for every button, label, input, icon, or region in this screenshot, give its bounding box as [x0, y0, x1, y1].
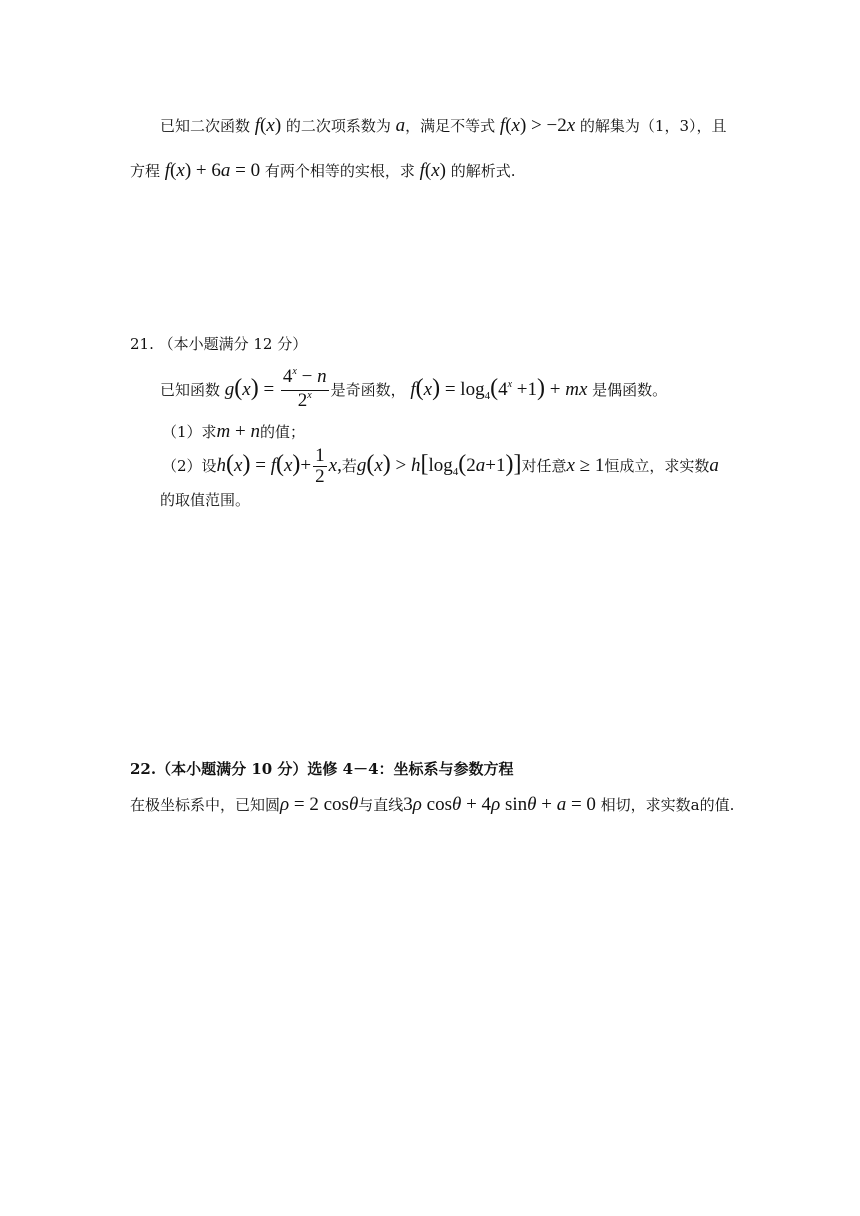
- q20-text: 方程: [130, 162, 161, 180]
- q21-part-1: [162, 421, 305, 443]
- formula-g-def: g(x) = $\frac{4^x - n}{2^x}$: [220, 379, 331, 400]
- q21-header: 21. （本小题满分 12 分）: [130, 335, 308, 353]
- formula-a: a: [390, 115, 406, 136]
- fraction: $\frac{4^x - n}{2^x}$: [281, 367, 329, 414]
- formula-fx: f(x): [419, 160, 451, 181]
- formula-m-plus-n: m + n: [216, 421, 260, 442]
- q22-text: 相切，求实数a的值.: [600, 796, 735, 814]
- q21-text: 是偶函数。: [592, 381, 668, 399]
- formula-fx: f(x): [254, 115, 286, 136]
- q20-text: ，满足不等式: [405, 117, 496, 135]
- formula-inequality: f(x) > −2x: [499, 115, 576, 136]
- formula-f-def: $f(x) = \log_4(4^x +1)$ + mx: [410, 375, 588, 402]
- q21-line-1: [160, 366, 667, 415]
- q21-text: 已知函数: [160, 381, 221, 399]
- q20-line-2: [130, 160, 516, 182]
- q20-text: 已知二次函数: [160, 117, 251, 135]
- q21-text: 是奇函数，: [330, 381, 406, 399]
- q22-text: 在极坐标系中，已知圆: [130, 796, 281, 814]
- q21-part-2-cont: 的取值范围。: [160, 491, 251, 509]
- q21-text: 恒成立，求实数: [604, 457, 710, 475]
- q21-text: （2）设: [162, 457, 217, 475]
- q21-part-2: [162, 442, 719, 490]
- formula-circle: ρ = 2 cosθ: [280, 794, 359, 815]
- q21-text: （1）求: [162, 423, 217, 441]
- q22-header: 22.（本小题满分 10 分）选修 4－4：坐标系与参数方程: [130, 760, 514, 778]
- formula-equation: f(x) + 6a = 0: [164, 160, 265, 181]
- formula-h-def: h(x) = f(x)+ $\frac{1}{2}$ x,: [216, 445, 342, 488]
- q20-text: 的解集为（1，3），且: [579, 117, 727, 135]
- q22-text: 与直线: [358, 796, 404, 814]
- formula-line: 3ρ cosθ + 4ρ sinθ + a = 0: [403, 794, 601, 815]
- fraction: $\frac{1}{2}$: [315, 445, 325, 488]
- q20-line-1: [160, 115, 727, 137]
- q20-text: 有两个相等的实根，求: [264, 162, 415, 180]
- q20-text: 的解析式.: [450, 162, 516, 180]
- q21-text: 对任意: [521, 457, 567, 475]
- q21-text: 的值；: [260, 423, 306, 441]
- q22-line-1: [130, 794, 734, 816]
- q20-text: 的二次项系数为: [285, 117, 391, 135]
- formula-a: a: [709, 455, 719, 476]
- formula-condition: $g(x) > h[\log_4(2a+1)]$: [356, 451, 522, 478]
- formula-x-ge-1: x ≥ 1: [566, 455, 605, 476]
- q21-text: 若: [341, 457, 357, 475]
